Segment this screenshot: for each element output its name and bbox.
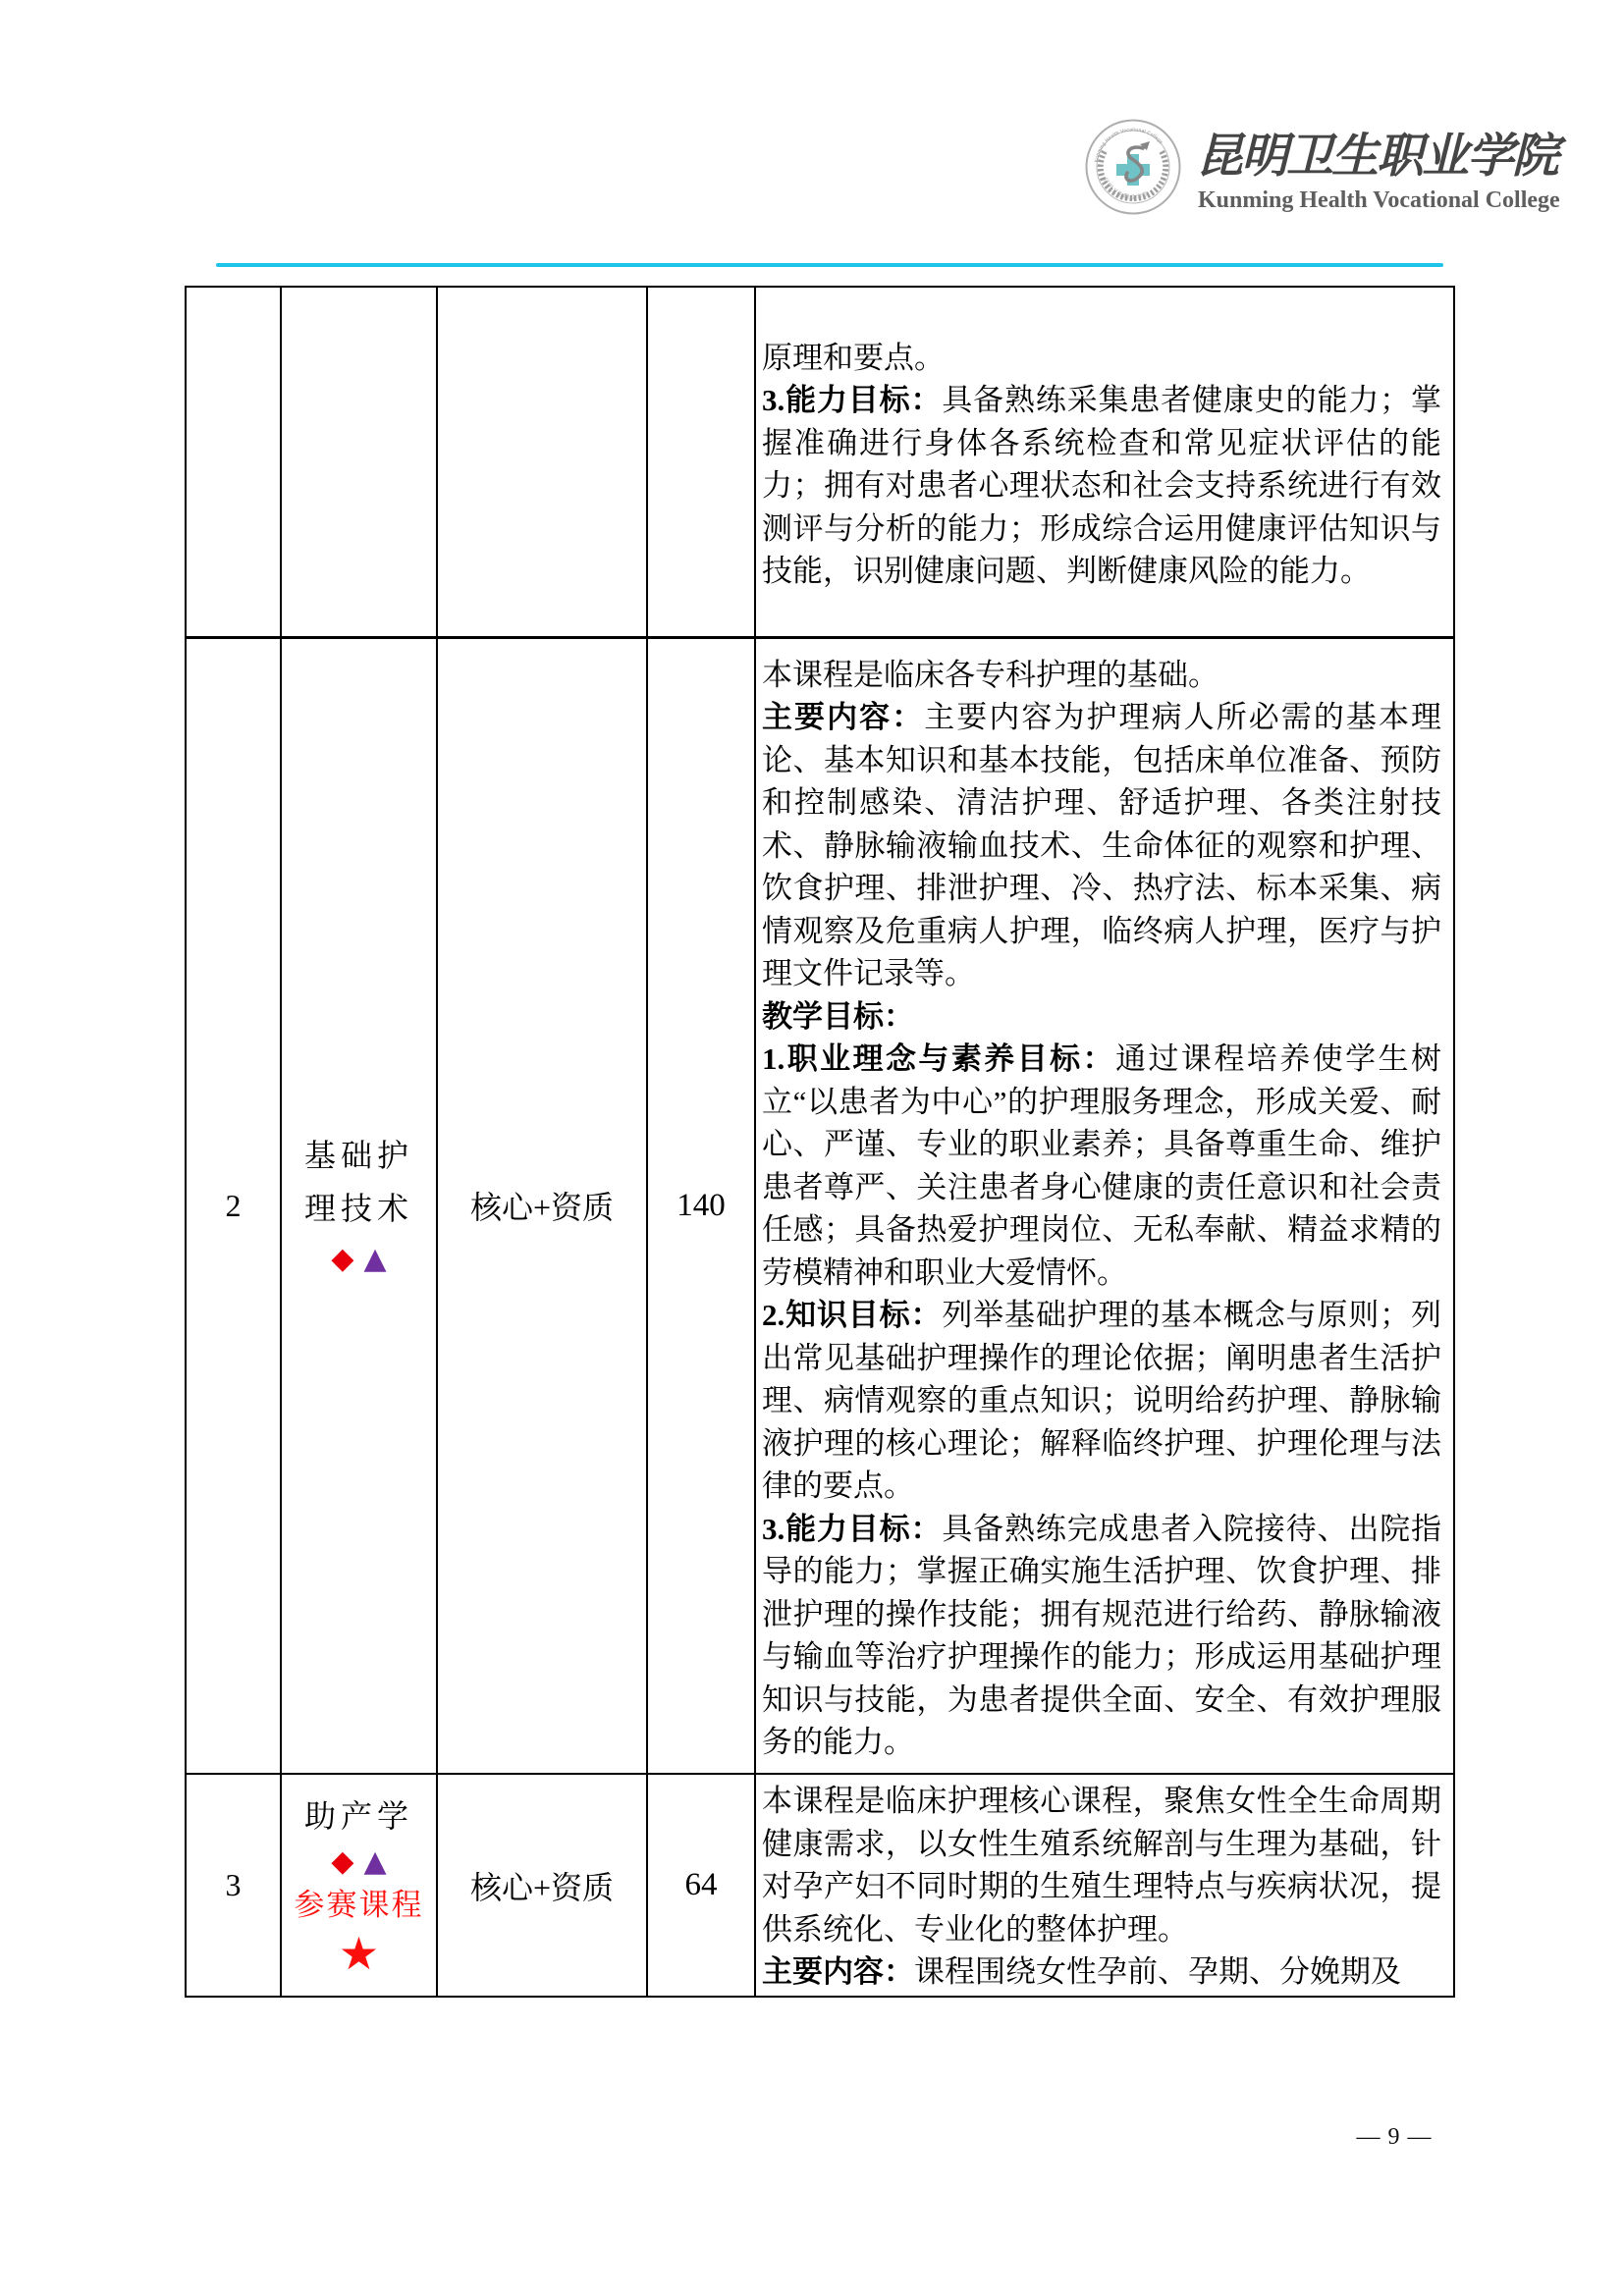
svg-text:Kunming Health Vocational Coll: Kunming Health Vocational College xyxy=(1093,127,1164,163)
cell-course-description xyxy=(755,637,1454,1774)
svg-text:昆明卫生职业学院: 昆明卫生职业学院 xyxy=(1101,176,1152,202)
cell-course-type xyxy=(437,287,647,637)
header-divider-line xyxy=(216,263,1443,267)
course-description-text: 本课程是临床护理核心课程，聚焦女性全生命周期健康需求，以女性生殖系统解剖与生理为基础，针对孕产妇不同时期的生殖生理特点与疾病状况，提供系统化、专业化的整体护理。 主要内容：课程围绕女性孕前、孕期、分娩期及 xyxy=(762,1784,1441,1990)
cell-course-no xyxy=(186,287,281,637)
cell-course-description xyxy=(755,287,1454,637)
course-name-line: 助产学 xyxy=(303,1797,413,1834)
cell-course-no: 2 xyxy=(186,637,281,1774)
course-marker-icons: ◆ ▲ xyxy=(331,1242,387,1277)
page-number: — 9 — xyxy=(1356,2124,1433,2150)
page-header xyxy=(0,0,1624,265)
course-marker-icons: ◆ ▲ xyxy=(331,1843,387,1879)
cell-course-type: 核心+资质 xyxy=(437,637,647,1774)
course-description-text: 原理和要点。 3.能力目标：具备熟练采集患者健康史的能力；掌握准确进行身体各系统检查和常见症状评估的能力；拥有对患者心理状态和社会支持系统进行有效测评与分析的能力；形成综合运用健康评估知识与技能，识别健康问题、判断健康风险的能力。 xyxy=(762,340,1442,589)
cell-course-name xyxy=(281,287,437,637)
table-row xyxy=(186,287,1454,637)
college-name-en: Kunming Health Vocational College xyxy=(1198,187,1560,213)
cell-course-no: 3 xyxy=(186,1774,281,1997)
course-name-block xyxy=(282,1791,436,1980)
college-logo-icon xyxy=(1082,118,1184,216)
course-table xyxy=(185,286,1455,1998)
cell-course-name xyxy=(281,1774,437,1997)
cell-course-type: 核心+资质 xyxy=(437,1774,647,1997)
course-name-line: 基础护 xyxy=(303,1138,413,1174)
cell-course-description xyxy=(755,1774,1454,1997)
course-name-line: 理技术 xyxy=(303,1191,413,1227)
college-name-zh: 昆明卫生职业学院 xyxy=(1196,131,1558,183)
cell-course-name xyxy=(281,637,437,1774)
course-description-text: 本课程是临床各专科护理的基础。 主要内容：主要内容为护理病人所必需的基本理论、基本知识和基本技能，包括床单位准备、预防和控制感染、清洁护理、舒适护理、各类注射技术、静脉输液输血技术、生命体征的观察和护理、饮食护理、排泄护理、冷、热疗法、标本采集、病情观察及危重病人护理，临终病人护理，医疗与护理文件记录等。 教学目标： 1.职业理念与素养目标：通过课程培养使学生树立“以患者为中心”的护理服务理念，形成关爱、耐心、严谨、专业的职业素养；具备尊重生命、维护患者尊严、关注患者身心健康的责任意识和社会责任感；具备热爱护理岗位、无私奉献、精益求精的劳模精神和职业大爱情怀。 2.知识目标：列举基础护理的基本概念与原则；列出常见基础护理操作的理论依据；阐明患者生活护理、病情观察的重点知识；说明给药护理、静脉输液护理的核心理论；解释临终护理、护理伦理与法律的要点。 3.能力目标：具备熟练完成患者入院接待、出院指导的能力；掌握正确实施生活护理、饮食护理、排泄护理的操作技能；拥有规范进行给药、静脉输液与输血等治疗护理操作的能力；形成运用基础护理知识与技能，为患者提供全面、安全、有效护理服务的能力。 xyxy=(762,657,1442,1760)
table-row xyxy=(186,637,1454,1774)
star-icon: ★ xyxy=(338,1926,380,1980)
cell-course-hours xyxy=(647,287,755,637)
cell-course-hours: 140 xyxy=(647,637,755,1774)
contest-course-label: 参赛课程 xyxy=(294,1887,424,1922)
table-row xyxy=(186,1774,1454,1997)
course-name-block xyxy=(282,1129,436,1282)
cell-course-hours: 64 xyxy=(647,1774,755,1997)
